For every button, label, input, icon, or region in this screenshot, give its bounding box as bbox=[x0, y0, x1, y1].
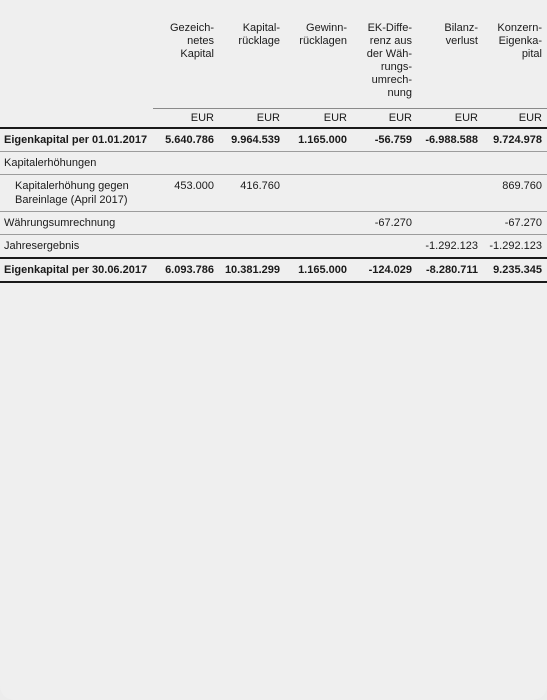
table-cell: 9.235.345 bbox=[483, 258, 547, 282]
table-cell: -1.292.123 bbox=[483, 235, 547, 259]
table-cell bbox=[153, 235, 219, 259]
table-row-closing-balance bbox=[0, 258, 547, 282]
table-cell: -6.988.588 bbox=[417, 128, 483, 152]
column-header-row bbox=[0, 16, 547, 109]
table-cell: -67.270 bbox=[352, 212, 417, 235]
column-header-gewinnruecklagen: Gewinn- rücklagen bbox=[299, 22, 347, 47]
column-header-konzern-eigenkapital: Konzern- Eigenka- pital bbox=[497, 22, 542, 60]
table-cell bbox=[285, 235, 352, 259]
table-row-opening-balance bbox=[0, 128, 547, 152]
unit-cell: EUR bbox=[417, 109, 483, 129]
column-header-bilanzverlust: Bilanz- verlust bbox=[444, 22, 478, 47]
table-cell bbox=[483, 152, 547, 175]
table-row-kapitalerhoehungen bbox=[0, 152, 547, 175]
table-cell: -56.759 bbox=[352, 128, 417, 152]
unit-cell: EUR bbox=[285, 109, 352, 129]
row-label: Kapitalerhöhungen bbox=[0, 152, 153, 175]
table-cell bbox=[153, 212, 219, 235]
table-cell: 10.381.299 bbox=[219, 258, 285, 282]
table-cell bbox=[417, 212, 483, 235]
column-header-gezeichnetes-kapital: Gezeich- netes Kapital bbox=[169, 22, 214, 60]
table-row-jahresergebnis bbox=[0, 235, 547, 259]
table-cell: 416.760 bbox=[219, 175, 285, 212]
table-cell bbox=[153, 152, 219, 175]
unit-cell: EUR bbox=[153, 109, 219, 129]
unit-cell: EUR bbox=[219, 109, 285, 129]
row-label: Währungsumrechnung bbox=[0, 212, 153, 235]
table-row-waehrungsumrechnung bbox=[0, 212, 547, 235]
table-cell bbox=[285, 175, 352, 212]
table-cell bbox=[219, 235, 285, 259]
table-cell bbox=[417, 175, 483, 212]
table-cell bbox=[219, 212, 285, 235]
table-cell bbox=[285, 152, 352, 175]
table-cell bbox=[352, 152, 417, 175]
row-label: Eigenkapital per 30.06.2017 bbox=[0, 258, 153, 282]
unit-cell: EUR bbox=[483, 109, 547, 129]
table-cell: -67.270 bbox=[483, 212, 547, 235]
equity-statement-table bbox=[0, 16, 547, 283]
unit-row bbox=[0, 109, 547, 129]
table-cell bbox=[219, 152, 285, 175]
table-cell bbox=[352, 235, 417, 259]
table-cell: -8.280.711 bbox=[417, 258, 483, 282]
row-label: Jahresergebnis bbox=[0, 235, 153, 259]
table-cell: 869.760 bbox=[483, 175, 547, 212]
column-header-kapitalruecklage: Kapital- rücklage bbox=[238, 22, 280, 47]
table-cell bbox=[352, 175, 417, 212]
table-cell: 6.093.786 bbox=[153, 258, 219, 282]
table-cell: 453.000 bbox=[153, 175, 219, 212]
table-cell: 9.964.539 bbox=[219, 128, 285, 152]
table-cell: 9.724.978 bbox=[483, 128, 547, 152]
column-header-ek-differenz: EK-Diffe- renz aus der Wäh- rungs- umrech- nung bbox=[366, 22, 412, 99]
row-label: Kapitalerhöhung gegen Bareinlage (April 2017) bbox=[0, 175, 153, 212]
table-cell: 5.640.786 bbox=[153, 128, 219, 152]
unit-cell: EUR bbox=[352, 109, 417, 129]
unit-label-blank bbox=[0, 109, 153, 129]
header-label-blank bbox=[0, 16, 153, 109]
row-label: Eigenkapital per 01.01.2017 bbox=[0, 128, 153, 152]
table-row-kapitalerhoehung-bareinlage bbox=[0, 175, 547, 212]
table-cell: -124.029 bbox=[352, 258, 417, 282]
table-cell bbox=[285, 212, 352, 235]
table-cell: 1.165.000 bbox=[285, 258, 352, 282]
table-cell: -1.292.123 bbox=[417, 235, 483, 259]
table-cell: 1.165.000 bbox=[285, 128, 352, 152]
table-cell bbox=[417, 152, 483, 175]
